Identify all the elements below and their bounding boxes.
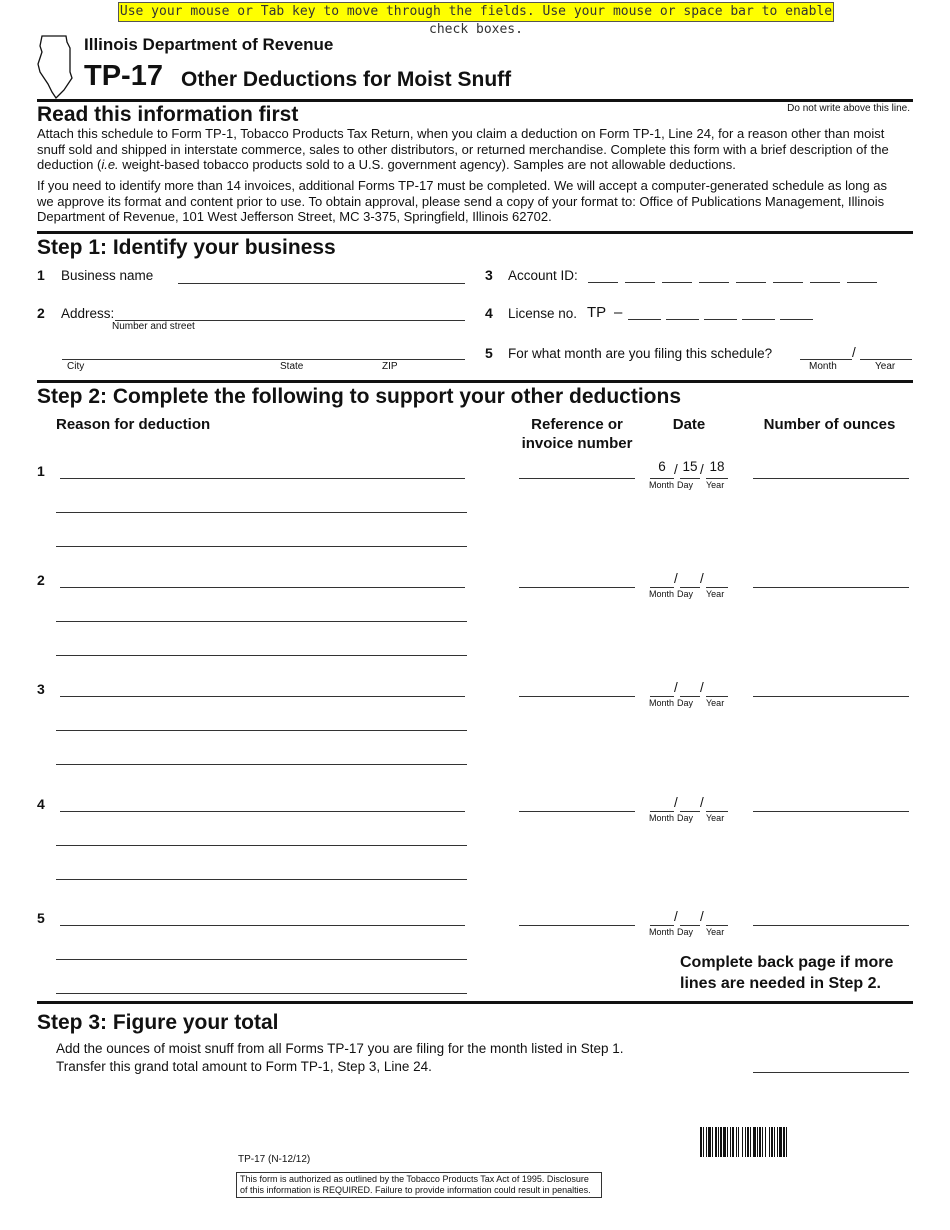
ounces-column-header: Number of ounces [763,416,896,433]
barcode-bar [765,1127,766,1157]
date-year-caption: Year [706,589,725,599]
barcode-bar [783,1127,785,1157]
barcode-bar [762,1127,763,1157]
step3-instruction-2: Transfer this grand total amount to Form TP-1, Step 3, Line 24. [56,1059,432,1074]
barcode-bar [736,1127,737,1157]
date-slash: / [674,795,678,810]
reason-field[interactable] [56,959,467,960]
business-name-field[interactable] [178,283,465,284]
business-name-label: Business name [61,268,154,283]
barcode-bar [779,1127,782,1157]
date-day-field[interactable] [680,811,700,812]
year-caption: Year [875,361,896,372]
ounces-field[interactable] [753,925,909,926]
intro-heading: Read this information first [37,103,299,126]
date-slash: / [674,680,678,695]
barcode-bar [712,1127,713,1157]
reason-field[interactable] [56,764,467,765]
date-month-caption: Month [649,589,675,599]
date-day-caption: Day [677,589,694,599]
date-year-field[interactable] [706,587,728,588]
license-no-field[interactable] [628,307,818,325]
date-month-caption: Month [649,813,675,823]
reference-field[interactable] [519,587,635,588]
barcode-bar [759,1127,761,1157]
date-month-caption: Month [649,480,675,490]
reason-field[interactable] [56,512,467,513]
authorization-notice: This form is authorized as outlined by the Tobacco Products Tax Act of 1995. Disclosure of this information is REQUIRED. Failure to provide information could result in penalties. [236,1172,602,1198]
date-slash: / [674,909,678,924]
reason-field[interactable] [56,993,467,994]
barcode-bar [742,1127,743,1157]
barcode-bar [730,1127,731,1157]
barcode-bar [718,1127,719,1157]
date-day-field[interactable] [680,925,700,926]
reason-field[interactable] [56,730,467,731]
date-year-field[interactable] [706,696,728,697]
form-revision: TP-17 (N-12/12) [238,1154,311,1165]
license-no-label: License no. [508,306,578,321]
reason-field[interactable] [60,811,465,812]
step3-divider [37,1001,913,1004]
barcode-bar [753,1127,756,1157]
date-day-field[interactable] [680,696,700,697]
field-number: 3 [485,267,493,283]
reference-column-header-1: Reference or [531,416,623,433]
barcode-bar [738,1127,739,1157]
date-slash: / [700,462,704,477]
deduction-row-number: 4 [37,796,45,812]
date-day-caption: Day [677,698,694,708]
barcode-bar [769,1127,770,1157]
date-month-field[interactable] [650,811,674,812]
do-not-write-note: Do not write above this line. [787,103,910,114]
deduction-row-number: 3 [37,681,45,697]
state-caption: State [280,361,304,372]
barcode-bar [771,1127,773,1157]
barcode-bar [727,1127,728,1157]
reason-field[interactable] [60,478,465,479]
intro-paragraph-2: If you need to identify more than 14 invoices, additional Forms TP-17 must be completed. We will accept a computer-generated schedule as long as we approve its format and content prior to use. To obtain approval, please send a copy of your format to: Office of Publications Management, Illinois Department of Revenue, 101 West Jefferson Street, MC 3-375, Springfield, Illinois 62702. [37,178,888,225]
date-slash: / [700,795,704,810]
reason-field[interactable] [56,879,467,880]
barcode-bar [715,1127,717,1157]
filing-slash: / [852,345,856,360]
date-year-field[interactable] [706,478,728,479]
field-number: 1 [37,267,45,283]
date-month-caption: Month [649,927,675,937]
date-month-field[interactable] [650,696,674,697]
date-slash: / [700,909,704,924]
barcode-bar [774,1127,775,1157]
date-column-header: Date [672,416,706,433]
reason-field[interactable] [56,845,467,846]
reason-field[interactable] [56,621,467,622]
zip-caption: ZIP [382,361,398,372]
date-month-field[interactable] [650,587,674,588]
barcode-bar [750,1127,751,1157]
barcode-bar [732,1127,734,1157]
street-caption: Number and street [112,321,195,332]
barcode-bar [786,1127,787,1157]
barcode-bar [723,1127,726,1157]
filing-year-field[interactable] [860,359,912,360]
instructions-banner: Use your mouse or Tab key to move through the fields. Use your mouse or space bar to enable check boxes. [119,4,833,37]
date-slash: / [700,680,704,695]
intro-paragraph-1: Attach this schedule to Form TP-1, Tobacco Products Tax Return, when you claim a deduction on Form TP-1, Line 24, for a reason other than moist snuff sold and shipped in interstate commerce, sales to other distributors, or returned merchandise. Complete this form with a brief description of the deduction (i.e. weight-based tobacco products sold to a U.S. government agency). Samples are not allowable deductions. [37,126,889,173]
barcode-bar [757,1127,758,1157]
reason-field[interactable] [60,587,465,588]
filing-month-field[interactable] [800,359,852,360]
reference-field[interactable] [519,925,635,926]
date-day-field[interactable] [680,587,700,588]
date-day-field[interactable] [680,478,700,479]
month-caption: Month [809,361,837,372]
field-number: 5 [485,345,493,361]
reference-field[interactable] [519,478,635,479]
filing-month-label: For what month are you filing this schedule? [508,346,773,361]
ounces-field[interactable] [753,478,909,479]
reference-field[interactable] [519,811,635,812]
date-year-caption: Year [706,813,725,823]
barcode-bar [747,1127,749,1157]
date-year-caption: Year [706,927,725,937]
field-number: 2 [37,305,45,321]
form-id: TP-17 [84,60,163,92]
date-day-caption: Day [677,927,694,937]
step1-heading: Step 1: Identify your business [37,236,336,259]
date-year-caption: Year [706,698,725,708]
date-day-caption: Day [677,480,694,490]
date-year-field[interactable] [706,811,728,812]
step3-heading: Step 3: Figure your total [37,1011,279,1034]
deduction-row-number: 5 [37,910,45,926]
date-slash: / [674,571,678,586]
date-year-caption: Year [706,480,725,490]
barcode-bar [706,1127,707,1157]
department-name: Illinois Department of Revenue [84,35,334,54]
license-dash: – [614,304,623,321]
ounces-field[interactable] [753,696,909,697]
ounces-field[interactable] [753,811,909,812]
reason-field[interactable] [60,696,465,697]
date-slash: / [700,571,704,586]
date-month-field[interactable] [650,478,674,479]
deduction-row-number: 2 [37,572,45,588]
reason-field[interactable] [56,655,467,656]
form-title: Other Deductions for Moist Snuff [181,68,512,91]
date-slash: / [674,462,678,477]
license-tp-prefix: TP [587,304,607,321]
deduction-row-number: 1 [37,463,45,479]
step2-heading: Step 2: Complete the following to support your other deductions [37,385,681,408]
barcode [700,1127,858,1157]
date-year-value: 18 [709,459,725,474]
date-month-field[interactable] [650,925,674,926]
back-page-note: Complete back page if more lines are needed in Step 2. [680,954,894,992]
step1-divider [37,231,913,234]
illinois-outline-icon [36,34,76,100]
barcode-bar [777,1127,778,1157]
reason-field[interactable] [56,546,467,547]
grand-total-field[interactable] [753,1072,909,1073]
reference-column-header-2: invoice number [521,435,633,452]
barcode-bar [703,1127,704,1157]
city-state-zip-field[interactable] [62,359,465,360]
step2-divider [37,380,913,383]
barcode-bar [720,1127,722,1157]
city-caption: City [67,361,85,372]
barcode-bar [708,1127,711,1157]
barcode-bar [700,1127,702,1157]
step3-instruction-1: Add the ounces of moist snuff from all Forms TP-17 you are filing for the month listed in Step 1. [56,1041,624,1056]
account-id-label: Account ID: [508,268,578,283]
reference-field[interactable] [519,696,635,697]
account-id-field[interactable] [588,270,884,288]
date-month-caption: Month [649,698,675,708]
header-divider [37,99,913,102]
date-year-field[interactable] [706,925,728,926]
date-day-value: 15 [682,459,698,474]
ounces-field[interactable] [753,587,909,588]
date-month-value: 6 [658,459,666,474]
reason-column-header: Reason for deduction [56,416,211,433]
reason-field[interactable] [60,925,465,926]
field-number: 4 [485,305,493,321]
barcode-bar [745,1127,746,1157]
date-day-caption: Day [677,813,694,823]
address-label: Address: [61,306,115,321]
